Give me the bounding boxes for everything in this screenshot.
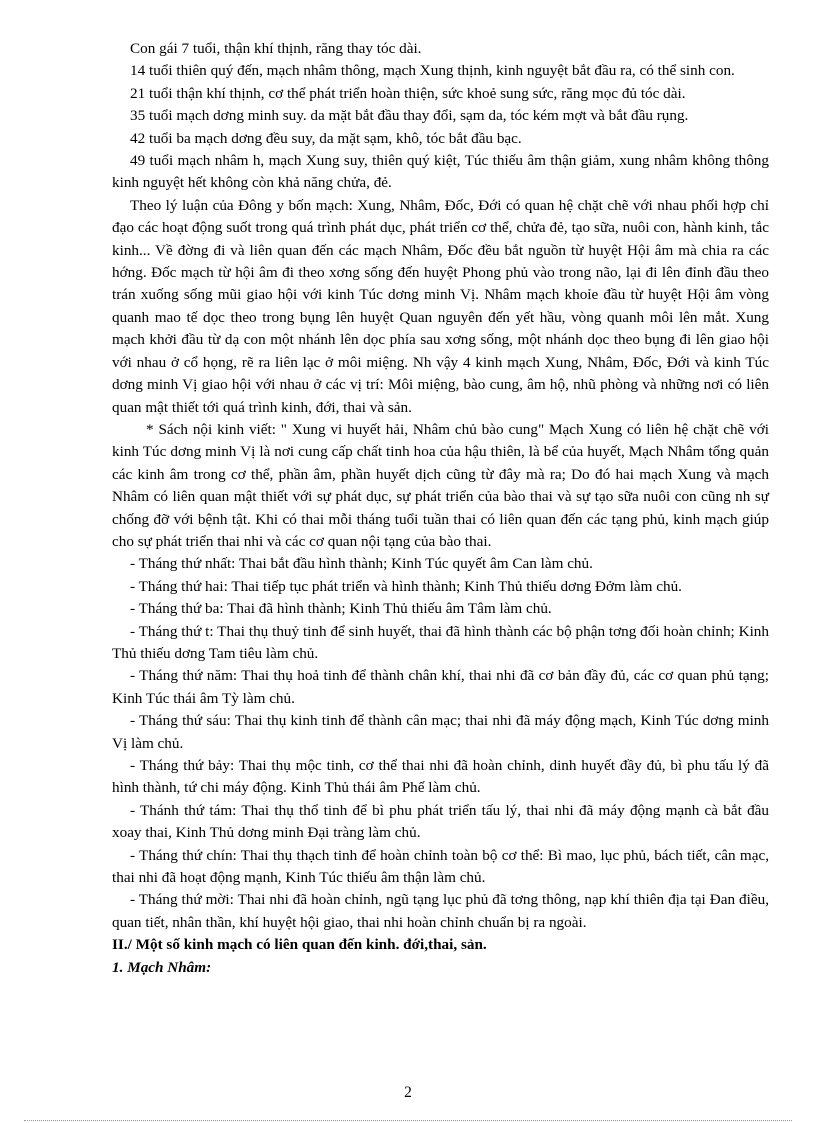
paragraph: Theo lý luận của Đông y bốn mạch: Xung, Nhâm, Đốc, Đới có quan hệ chặt chẽ với nhau phối hợp chỉ đạo các hoạt động suốt trong quá trình phát dục, phát triển cơ thể, chửa đẻ, tạo sữa, nuôi con, hành kinh, tắc kinh... Về đờng đi và liên quan đến các mạch Nhâm, Đốc đều bắt nguồn từ huyệt Hội âm mà chia ra các hớng. Đốc mạch từ hội âm đi theo xơng sống đến huyệt Phong phủ vào trong não, lại đi lên đỉnh đầu theo trán xuống sống mũi giao hội với kinh Túc dơng minh Vị. Nhâm mạch khoỉe đầu từ huyệt Hội âm vòng quanh mao tế dọc theo trong bụng lên huyệt Quan nguyên đến yết hầu, vòng quanh môi lên mắt. Xung mạch khởi đầu từ dạ con một nhánh lên dọc phía sau xơng sống, một nhánh dọc theo bụng đi lên giao hội với nhau ở cổ họng, rẽ ra liên lạc ở môi miệng. Nh vậy 4 kinh mạch Xung, Nhâm, Đốc, Đới và kinh Túc dơng minh Vị giao hội với nhau ở các vị trí: Môi miệng, bào cung, âm hộ, nhũ phòng và những nơi có liên quan mật thiết tới quá trình kinh, đới, thai và sản. [112,196,769,416]
paragraph: 35 tuổi mạch dơng minh suy. da mặt bắt đầu thay đổi, sạm da, tóc kém mợt và bắt đầu rụng. [130,107,689,125]
subsection-heading: 1. Mạch Nhâm: [112,958,212,976]
month-item: - Tháng thứ nhất: Thai bắt đầu hình thành; Kinh Túc quyết âm Can làm chủ. [130,555,593,573]
page-bottom-divider [24,1120,792,1121]
month-item: - Tháng thứ ba: Thai đã hình thành; Kinh Thủ thiếu âm Tâm làm chủ. [130,600,552,618]
month-item: - Tháng thứ chín: Thai thụ thạch tinh để hoàn chỉnh toàn bộ cơ thể: Bì mao, lục phủ, bách tiết, cân mạc, thai nhi đã hoạt động mạnh, Kinh Túc thiếu âm thận làm chủ. [112,846,769,887]
section-heading: II./ Một số kinh mạch có liên quan đến kinh. đới,thai, sản. [112,936,487,954]
month-item: - Tháng thứ t: Thai thụ thuỷ tinh để sinh huyết, thai đã hình thành các bộ phận tơng đối hoàn chỉnh; Kinh Thủ thiếu dơng Tam tiêu làm chủ. [112,622,769,662]
paragraph: Con gái 7 tuổi, thận khí thịnh, răng thay tóc dài. [130,40,422,57]
month-item: - Tháng thứ mời: Thai nhi đã hoàn chỉnh, ngũ tạng lục phủ đã tơng thông, nạp khí thiên địa tại Đan điều, quan tiết, nhân thần, khí huyệt hội giao, thai nhi hoàn chỉnh chuẩn bị ra ngoài. [112,891,769,931]
paragraph: * Sách nội kinh viết: " Xung vi huyết hải, Nhâm chủ bào cung" Mạch Xung có liên hệ chặt chẽ với kinh Túc dơng minh Vị là nơi cung cấp chất tinh hoa của hậu thiên, là bể của huyết, Mạch Nhâm tổng quản các kinh âm trong cơ thể, phần âm, phần huyết dịch cũng từ đây mà ra; Do đó hai mạch Xung và mạch Nhâm có liên quan mật thiết với sự phát dục, sự phát triển của bào thai và sự tạo sữa nuôi con cũng nh sự chống đỡ với bệnh tật. Khi có thai mỗi tháng tuổi tuần thai có liên quan đến các tạng phủ, kinh mạch giúp cho sự phát triển thai nhi và các cơ quan nội tạng của bào thai. [112,420,769,550]
page-number: 2 [404,1084,412,1101]
month-item: - Tháng thứ hai: Thai tiếp tục phát triển và hình thành; Kinh Thủ thiếu dơng Đởm làm chủ. [130,577,682,595]
paragraph: 42 tuổi ba mạch dơng đều suy, da mặt sạm, khô, tóc bắt đầu bạc. [130,129,522,147]
month-item: - Thánh thứ tám: Thai thụ thổ tinh để bì phu phát triển tấu lý, thai nhi đã máy động mạnh cà bắt đầu xoay thai, Kinh Thủ dơng minh Đại tràng làm chủ. [112,801,769,842]
month-item: - Tháng thứ bảy: Thai thụ mộc tinh, cơ thể thai nhi đã hoàn chỉnh, dinh huyết đầy đủ, bì phu tấu lý đã hình thành, tứ chi máy động. Kinh Thủ thái âm Phế làm chủ. [112,757,769,797]
document-body [112,38,769,979]
month-item: - Tháng thứ năm: Thai thụ hoả tinh để thành chân khí, thai nhi đã cơ bản đầy đủ, các cơ quan phủ tạng; Kinh Túc thái âm Tỳ làm chủ. [112,667,769,707]
month-item: - Tháng thứ sáu: Thai thụ kinh tinh để thành cân mạc; thai nhi đã máy động mạch, Kinh Túc dơng minh Vị làm chủ. [112,712,769,752]
paragraph: 21 tuổi thận khí thịnh, cơ thể phát triển hoàn thiện, sức khoẻ sung sức, răng mọc đủ tóc dài. [130,84,686,102]
paragraph: 14 tuổi thiên quý đến, mạch nhâm thông, mạch Xung thịnh, kinh nguyệt bắt đầu ra, có thể sinh con. [130,62,735,80]
paragraph: 49 tuổi mạch nhâm h, mạch Xung suy, thiên quý kiệt, Túc thiếu âm thận giảm, xung nhâm không thông kinh nguyệt hết không còn khả năng chửa, đẻ. [112,152,769,192]
